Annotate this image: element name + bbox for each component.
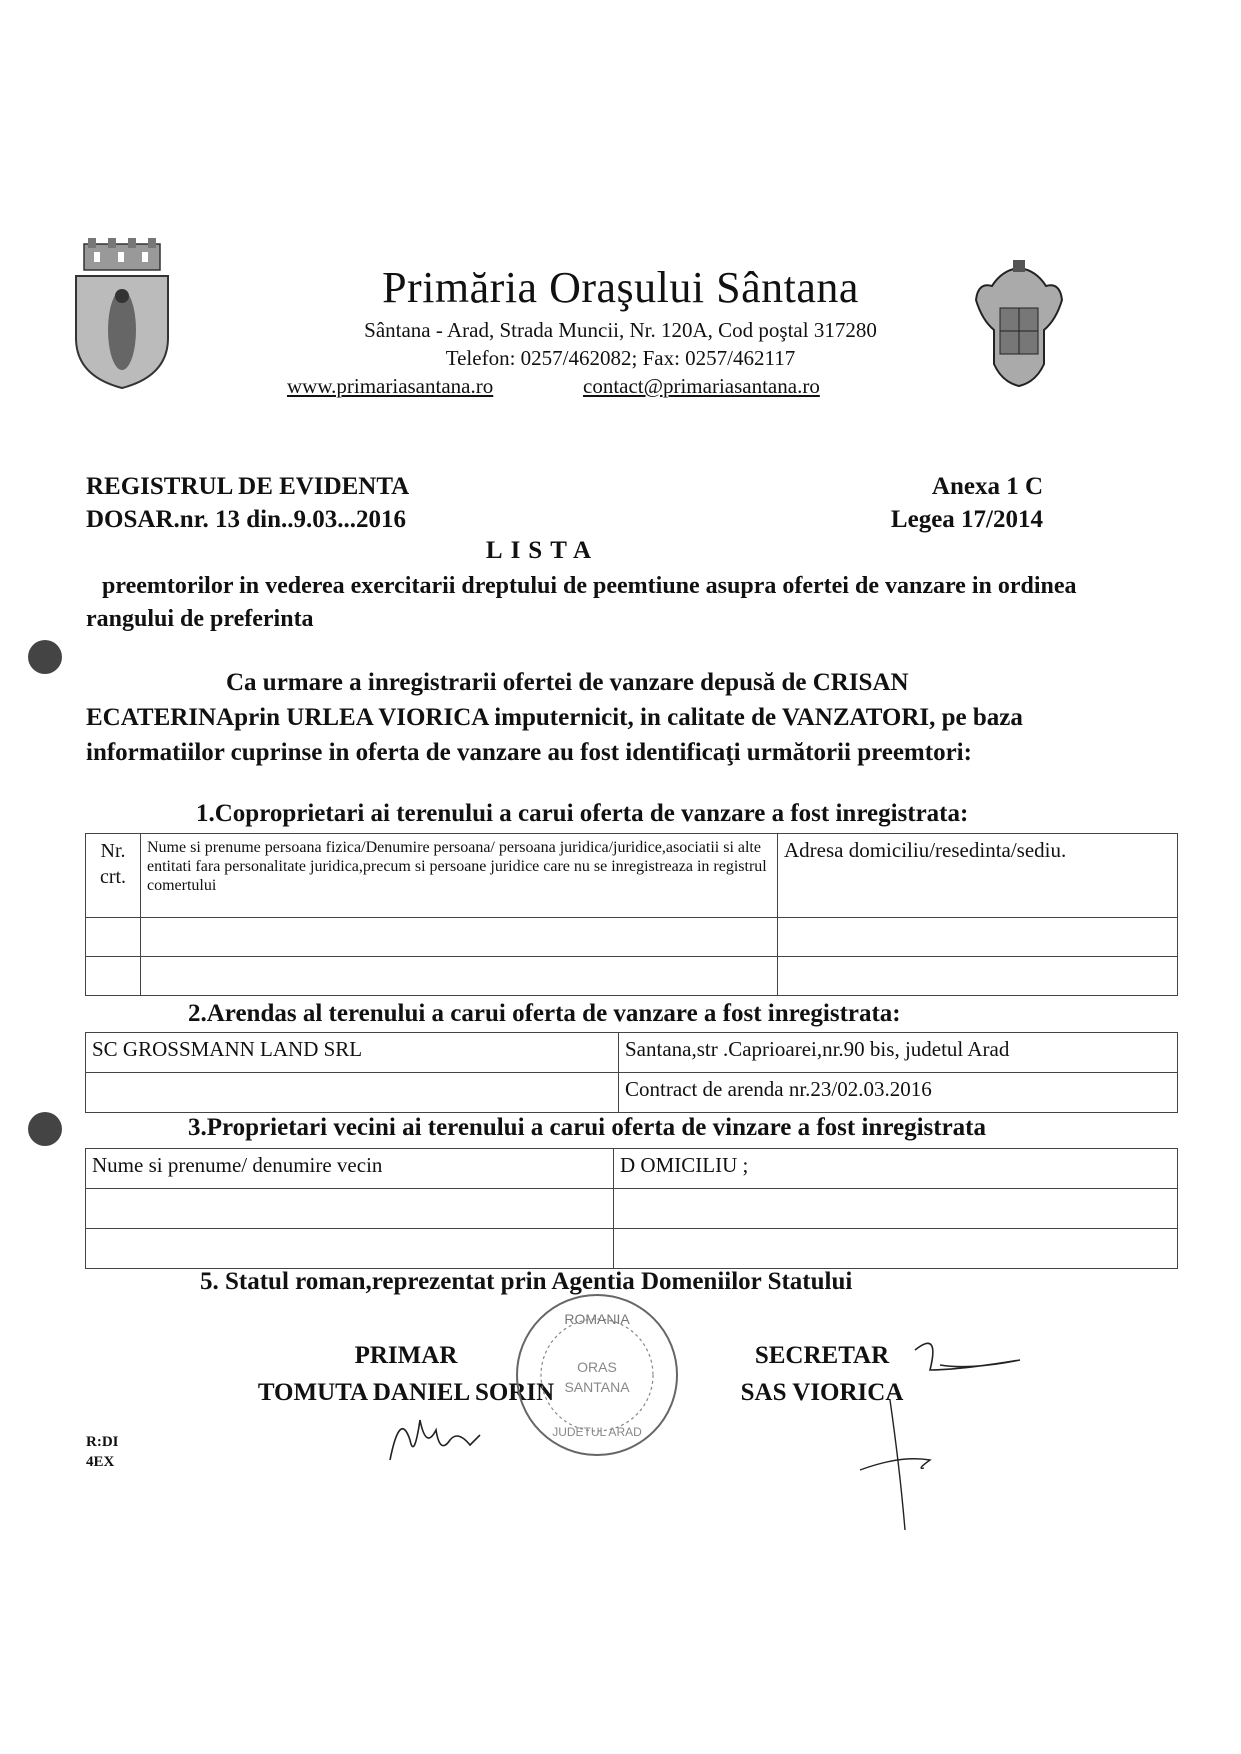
registration-code: R:DI [86, 1434, 119, 1450]
document-title: LISTA [485, 537, 600, 564]
col-name-header: Nume si prenume persoana fizica/Denumire persoana/ persoana juridica/juridice,asociatii si alte entitati fara personalitate juridica,precum si persoane juridice care nu se inregistreaza in registrul comertului [141, 834, 778, 918]
table-row [86, 1073, 1178, 1113]
annex-label: Anexa 1 C [931, 473, 1043, 500]
tenant-table [85, 1032, 1178, 1113]
mayor-name: TOMUTA DANIEL SORIN [257, 1379, 555, 1406]
mayor-role: PRIMAR [354, 1342, 458, 1369]
section5-heading: 5. Statul roman,reprezentat prin Agentia Domeniilor Statului [200, 1268, 853, 1295]
tenant-name-empty [86, 1073, 619, 1113]
col-neighbor-name: Nume si prenume/ denumire vecin [86, 1149, 614, 1189]
secretary-signature [820, 1330, 1060, 1550]
institution-phone: Telefon: 0257/462082; Fax: 0257/462117 [445, 346, 796, 370]
website-link[interactable]: www.primariasantana.ro [287, 374, 494, 398]
lease-contract: Contract de arenda nr.23/02.03.2016 [619, 1073, 1178, 1113]
table-row [86, 1229, 1178, 1269]
punch-hole [28, 640, 62, 674]
registry-block [86, 470, 409, 536]
annex-block [891, 470, 1043, 536]
punch-hole [28, 1112, 62, 1146]
institution-title: Primăria Oraşului Sântana [382, 263, 859, 312]
table-row [86, 1033, 1178, 1073]
table-row [86, 1189, 1178, 1229]
body-paragraph: Ca urmare a inregistrarii ofertei de vanzare depusă de CRISAN ECATERINAprin URLEA VIORICA imputernicit, in calitate de VANZATORI, pe baza informatiilor cuprinse in oferta de vanzare au fost identificaţi următorii preemtori: [86, 669, 1023, 766]
registry-title: REGISTRUL DE EVIDENTA [86, 473, 410, 500]
table-header-row [86, 1149, 1178, 1189]
section3-heading: 3.Proprietari vecini ai terenului a carui oferta de vinzare a fost inregistrata [188, 1114, 986, 1141]
svg-text:JUDETUL ARAD: JUDETUL ARAD [552, 1425, 642, 1439]
neighbors-table [85, 1148, 1178, 1269]
secretary-role: SECRETAR [754, 1342, 890, 1369]
coowners-table [85, 833, 1178, 996]
col-nr-header: Nr. crt. [86, 834, 141, 918]
tenant-address: Santana,str .Caprioarei,nr.90 bis, judetul Arad [619, 1033, 1178, 1073]
email-link[interactable]: contact@primariasantana.ro [583, 374, 820, 398]
copies-count: 4EX [86, 1454, 115, 1470]
secretary-name: SAS VIORICA [740, 1379, 904, 1406]
col-address-header: Adresa domiciliu/resedinta/sediu. [778, 834, 1178, 918]
registration-codes [86, 1432, 119, 1472]
svg-text:ROMANIA: ROMANIA [564, 1311, 630, 1327]
document-subtitle: preemtorilor in vederea exercitarii dreptului de peemtiune asupra ofertei de vanzare in ordinea rangului de preferinta [86, 573, 1077, 632]
svg-text:SANTANA: SANTANA [564, 1379, 630, 1395]
svg-text:ORAS: ORAS [577, 1359, 617, 1375]
law-reference: Legea 17/2014 [890, 506, 1043, 533]
official-stamp [512, 1290, 682, 1460]
table-row [86, 957, 1178, 996]
section2-heading: 2.Arendas al terenului a carui oferta de vanzare a fost inregistrata: [188, 1000, 901, 1027]
col-domicile: D OMICILIU ; [614, 1149, 1178, 1189]
dossier-number: DOSAR.nr. 13 din..9.03...2016 [86, 506, 406, 533]
table-row [86, 918, 1178, 957]
table-header-row [86, 834, 1178, 918]
section1-heading: 1.Coproprietari ai terenului a carui oferta de vanzare a fost inregistrata: [196, 800, 969, 827]
institution-address: Sântana - Arad, Strada Muncii, Nr. 120A, Cod poştal 317280 [364, 318, 877, 342]
tenant-name: SC GROSSMANN LAND SRL [86, 1033, 619, 1073]
mayor-signature [380, 1400, 490, 1470]
